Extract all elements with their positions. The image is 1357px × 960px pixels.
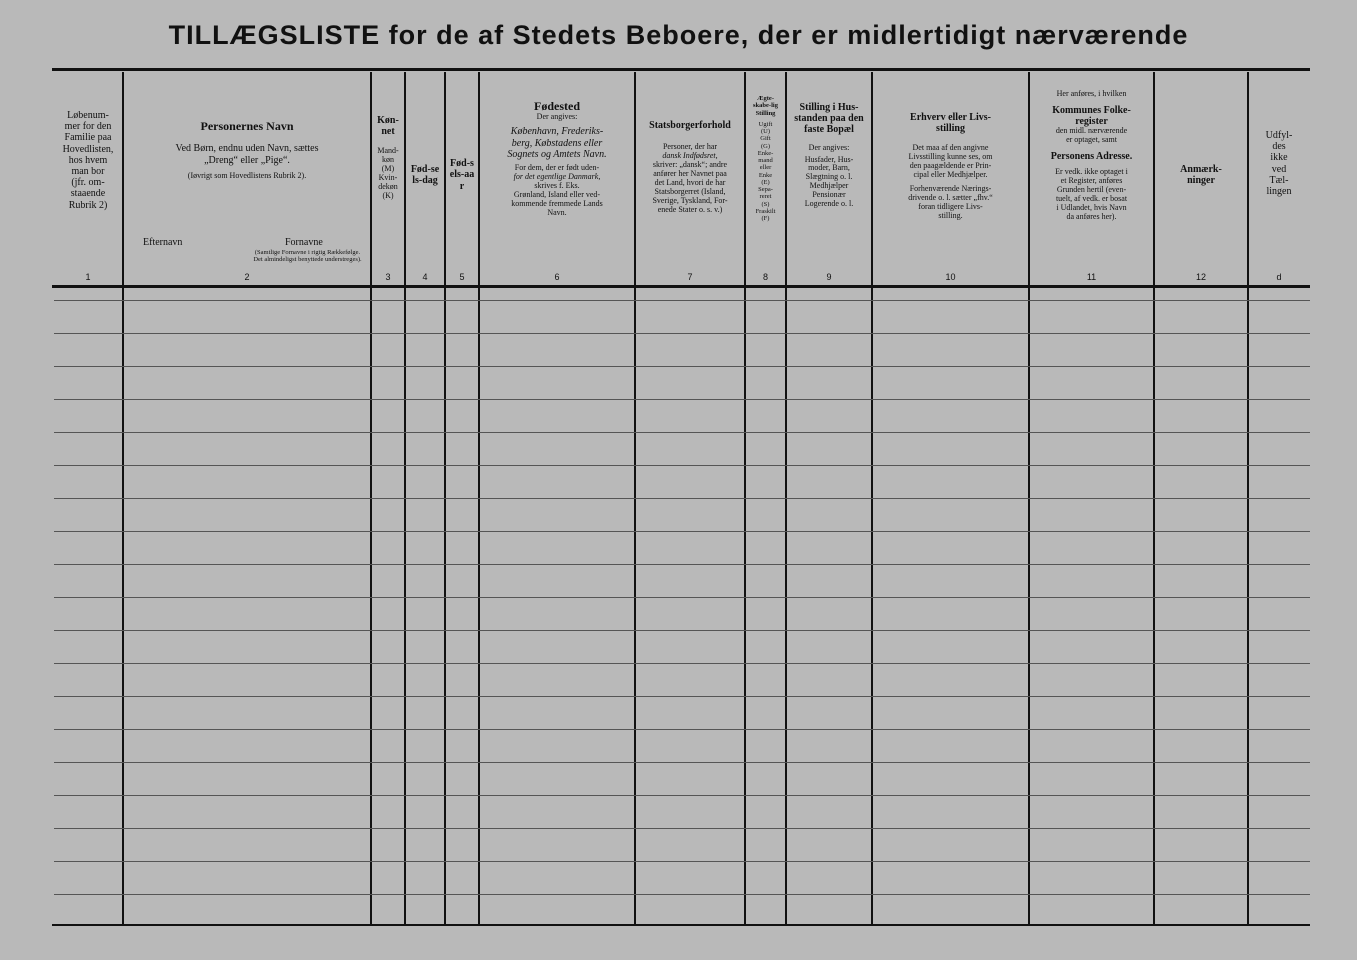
col-8-small: Enke-: [757, 149, 774, 157]
entry-row-line: [54, 861, 1310, 862]
column-number: 2: [244, 272, 250, 282]
col-1-line: Familie paa: [64, 132, 112, 144]
col-8-small: Fraskilt: [755, 207, 776, 215]
col-6-line: berg, Købstadens eller: [511, 137, 603, 149]
col-6-line: Sognets og Amtets Navn.: [507, 148, 607, 160]
col-7-small: Personer, der har: [662, 142, 718, 152]
col-1-line: (jfr. om-: [71, 177, 105, 189]
col-8-small: (U): [760, 128, 771, 136]
col-2-text: Ved Børn, endnu uden Navn, sættes: [175, 143, 319, 155]
col-3-heading: Køn-net: [377, 115, 399, 138]
col-8-small: Ugift: [758, 120, 773, 128]
col-2-firstname-note: (Samtlige Fornavne i rigtig Rækkefølge. Det almindeligst benyttede understreges).: [253, 249, 362, 263]
col-d-line: des: [1272, 141, 1286, 153]
col-9-small: Logerende o. l.: [804, 199, 854, 209]
col-6-small: For dem, der er født uden-: [514, 162, 600, 172]
col-7-small: det Land, hvori de har: [654, 178, 726, 187]
entry-row-line: [54, 465, 1310, 466]
col-2-heading: Personernes Navn: [200, 120, 294, 133]
entry-row-line: [54, 762, 1310, 763]
col-11-heading-2: Personens Adresse.: [1050, 151, 1133, 163]
entry-row-line: [54, 432, 1310, 433]
col-8-small: eller: [759, 164, 772, 172]
header-bottom-rule: [52, 285, 1310, 288]
col-7-small: skriver: „dansk“; andre: [652, 160, 728, 170]
col-1-line: hos hvem: [68, 154, 108, 166]
col-11-small: i Udlandet, hvis Navn: [1056, 203, 1127, 213]
col-10-small: Forhenværende Nærings-: [909, 184, 992, 194]
col-8-small: (F): [761, 215, 770, 223]
column-number: 11: [1086, 272, 1097, 282]
col-11-top: Her anføres, i hvilken: [1056, 90, 1127, 98]
column-number: 3: [385, 272, 391, 282]
col-d-line: ved: [1271, 163, 1287, 175]
col-d-line: Tæl-: [1269, 174, 1289, 186]
col-3-line: (K): [382, 191, 394, 201]
col-8-small: mand: [758, 157, 773, 165]
col-5-heading: Fød-sels-aar: [449, 158, 475, 192]
col-10-small: drivende o. l. sætter „fhv.“: [908, 193, 993, 203]
entry-row-line: [54, 366, 1310, 367]
col-2-firstname-label: Fornavne: [285, 237, 323, 248]
entry-row-line: [54, 564, 1310, 565]
col-6-line: København, Frederiks-: [510, 126, 604, 138]
col-10-small: foran tidligere Livs-: [918, 202, 983, 212]
col-10-small: stilling.: [938, 211, 963, 221]
col-3-line: køn: [382, 155, 394, 165]
entry-row-line: [54, 663, 1310, 664]
entry-row-line: [54, 828, 1310, 829]
col-9-small: moder, Barn,: [808, 163, 850, 173]
entry-row-line: [54, 300, 1310, 301]
entry-row-line: [54, 894, 1310, 895]
col-11-small: tuelt, af vedk. er bosat: [1055, 194, 1128, 204]
col-7-small: anfører her Navnet paa: [653, 169, 727, 179]
col-8-small: (G): [760, 142, 771, 150]
col-8-small: (S): [761, 200, 770, 208]
column-number: d: [1276, 272, 1282, 282]
col-8-small: reret: [759, 193, 772, 201]
col-11-small: den midl. nærværende: [1055, 126, 1128, 136]
col-d-line: lingen: [1266, 185, 1292, 197]
col-10-small: Det maa af den angivne: [912, 143, 989, 153]
col-9-small: Husfader, Hus-: [804, 154, 854, 164]
header-top-rule: [52, 68, 1310, 71]
col-6-small: skrives f. Eks.: [534, 180, 580, 190]
col-6-small: Navn.: [547, 207, 567, 217]
col-7-small: Sverige, Tyskland, For-: [652, 195, 728, 205]
col-6-heading: Fødested: [534, 100, 580, 113]
col-6-small: for det egentlige Danmark,: [513, 171, 601, 181]
entry-row-line: [54, 333, 1310, 334]
col-4-header: [406, 150, 444, 200]
entry-row-line: [54, 498, 1310, 499]
column-number: 12: [1195, 272, 1206, 282]
col-11-small: Er vedk. ikke optaget i: [1055, 167, 1128, 177]
col-9-small: Slægtning o. l.: [805, 172, 853, 182]
col-11-small: er optaget, samt: [1066, 135, 1117, 145]
col-3-line: Kvin-: [378, 173, 398, 183]
col-11-header: [1030, 90, 1153, 265]
column-number: 7: [687, 272, 693, 282]
column-number: 9: [826, 272, 832, 282]
col-12-heading: Anmærk-ninger: [1180, 163, 1222, 186]
column-number: 4: [422, 272, 428, 282]
col-11-small: da anføres her).: [1066, 212, 1117, 222]
entry-row-line: [54, 729, 1310, 730]
entry-row-line: [54, 696, 1310, 697]
form-title: TILLÆGSLISTE for de af Stedets Beboere, der er midlertidigt nærværende: [168, 20, 1189, 50]
col-5-header: [446, 150, 478, 200]
col-6-small: Grønland, Island eller ved-: [513, 189, 601, 199]
col-1-line: man bor: [71, 165, 105, 177]
col-2-text: „Dreng“ eller „Pige“.: [204, 154, 290, 166]
col-d-line: ikke: [1270, 152, 1288, 164]
col-11-small: et Register, anføres: [1060, 176, 1123, 186]
column-number: 6: [554, 272, 560, 282]
col-3-line: (M): [381, 164, 395, 174]
entry-row-line: [54, 531, 1310, 532]
col-9-small: Medhjælper: [809, 181, 849, 191]
column-number: 10: [945, 272, 956, 282]
col-6-header: [480, 100, 634, 250]
col-9-sub: Der angives:: [808, 142, 850, 152]
column-number: 1: [85, 272, 91, 282]
col-3-header: [372, 115, 404, 235]
col-d-line: Udfyl-: [1265, 130, 1293, 141]
col-1-line: Hovedlisten,: [62, 143, 114, 155]
entry-row-line: [54, 795, 1310, 796]
col-8-small: (E): [761, 178, 770, 186]
col-1-line: Løbenum-: [67, 110, 109, 121]
col-10-small: den paagældende er Prin-: [909, 161, 992, 171]
col-6-sub: Der angives:: [536, 112, 578, 122]
col-11-small: Grunden hertil (even-: [1056, 185, 1127, 195]
table-bottom-rule: [52, 924, 1310, 926]
col-2-surname-label: Efternavn: [143, 237, 183, 248]
col-8-heading: Ægte-skabe-lig Stilling: [753, 95, 778, 117]
col-7-small: Statsborgerret (Island,: [654, 186, 726, 196]
col-10-header: [873, 112, 1028, 247]
col-7-heading: Statsborgerforhold: [649, 120, 731, 131]
col-1-line: Rubrik 2): [68, 199, 108, 211]
entry-row-line: [54, 399, 1310, 400]
col-8-small: Enke: [758, 171, 773, 179]
entry-row-line: [54, 630, 1310, 631]
entry-row-line: [54, 597, 1310, 598]
col-7-header: [636, 120, 744, 240]
col-3-line: dekøn: [378, 182, 398, 192]
col-4-heading: Fød-sels-dag: [410, 163, 440, 186]
col-7-small: enede Stater o. s. v.): [657, 204, 723, 214]
column-number: 8: [762, 272, 768, 282]
col-2-header: [124, 120, 370, 210]
col-9-small: Pensionær: [812, 190, 846, 200]
col-1-line: mer for den: [64, 121, 112, 133]
col-8-small: Sepa-: [758, 186, 773, 194]
col-9-heading: Stilling i Hus-standen paa den faste Bopæl: [794, 102, 864, 136]
col-10-heading: Erhverv eller Livs-stilling: [910, 112, 991, 135]
col-6-small: kommende fremmede Lands: [511, 198, 603, 208]
col-d-header: [1249, 130, 1309, 230]
col-1-header: [54, 110, 122, 250]
column-number: 5: [459, 272, 465, 282]
col-8-header: [746, 95, 785, 265]
col-1-line: staaende: [70, 188, 106, 200]
col-7-small: dansk Indfødsret,: [662, 151, 718, 161]
col-9-header: [787, 102, 871, 252]
col-11-heading: Kommunes Folke-register: [1052, 104, 1131, 128]
col-10-small: cipal eller Medhjælper.: [913, 170, 988, 180]
col-10-small: Livsstilling kunne ses, om: [908, 152, 993, 162]
col-2-note: (Iøvrigt som Hovedlistens Rubrik 2).: [187, 170, 307, 180]
col-8-small: Gift: [760, 135, 771, 143]
col-12-header: [1155, 150, 1247, 200]
col-3-line: Mand-: [377, 146, 399, 156]
